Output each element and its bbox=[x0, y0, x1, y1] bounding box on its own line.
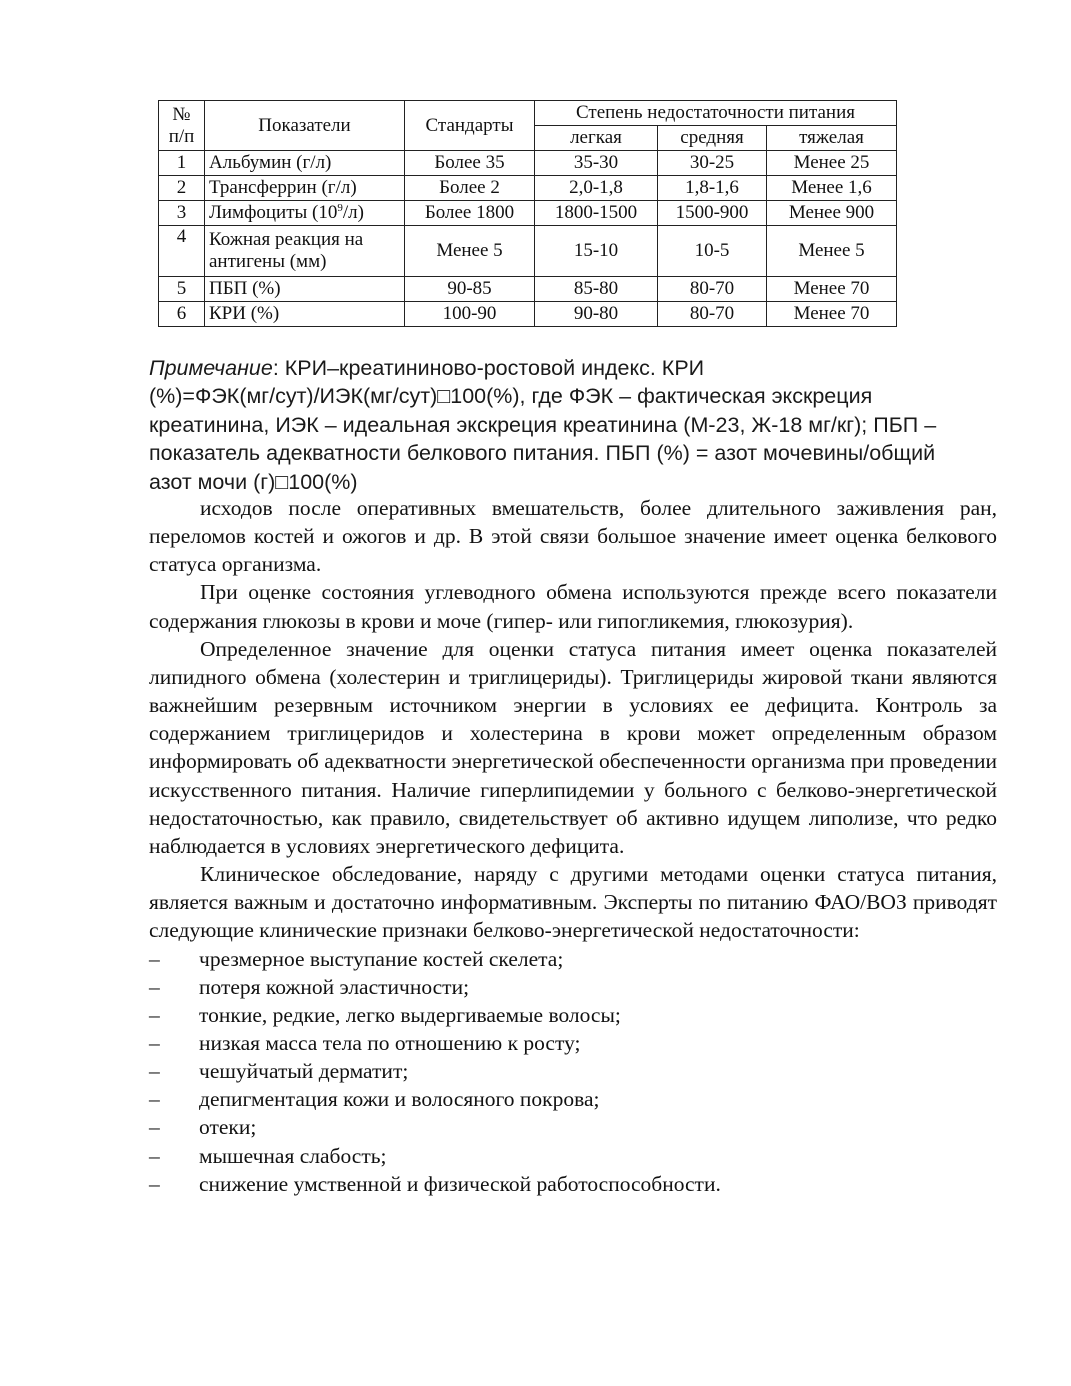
dash-bullet: – bbox=[149, 1115, 160, 1140]
cell-num: 4 bbox=[159, 226, 205, 277]
dash-bullet: – bbox=[149, 1143, 160, 1168]
cell-num: 3 bbox=[159, 201, 205, 226]
cell-moderate: 30-25 bbox=[658, 151, 767, 176]
paragraph: исходов после оперативных вмешательств, более длительного заживления ран, переломов костей и ожогов и др. В этой связи большое значение имеет оценка белкового статуса организма. bbox=[149, 496, 997, 577]
dash-bullet: – bbox=[149, 1059, 160, 1084]
paragraph: Определенное значение для оценки статуса питания имеет оценка показателей липидного обмена (холестерин и триглицериды). Триглицериды жировой ткани являются важнейшим резервным источником энергии в условиях ее дефицита. Контроль за содержанием триглицеридов и холестерина в крови может определенным образом информировать об адекватности энергетической обеспеченности организма при проведении искусственного питания. Наличие гиперлипидемии у больного с белково-энергетической недостаточностью, как правило, свидетельствует об активно идущем липолизе, что редко наблюдается в условиях энергетического дефицита. bbox=[149, 636, 997, 858]
indicator-unit: /л) bbox=[342, 202, 364, 223]
body-text bbox=[149, 494, 997, 1198]
list-item bbox=[149, 1085, 997, 1113]
cell-mild: 35-30 bbox=[535, 151, 658, 176]
list-item-text: чрезмерное выступание костей скелета; bbox=[199, 946, 564, 971]
list-item bbox=[149, 1057, 997, 1085]
cell-moderate: 10-5 bbox=[658, 226, 767, 277]
list-item-text: чешуйчатый дерматит; bbox=[199, 1059, 409, 1084]
header-mild: легкая bbox=[535, 126, 658, 151]
list-item bbox=[149, 1170, 997, 1198]
list-item bbox=[149, 973, 997, 1001]
dash-bullet: – bbox=[149, 1030, 160, 1055]
indicator-text: Лимфоциты (10 bbox=[209, 202, 338, 223]
table-row bbox=[159, 201, 897, 226]
cell-indicator: КРИ (%) bbox=[205, 302, 405, 327]
cell-standard: 100-90 bbox=[405, 302, 535, 327]
header-degree: Степень недостаточности питания bbox=[535, 101, 897, 126]
cell-severe: Менее 1,6 bbox=[767, 176, 897, 201]
table-row bbox=[159, 176, 897, 201]
cell-mild: 2,0-1,8 bbox=[535, 176, 658, 201]
cell-indicator: Альбумин (г/л) bbox=[205, 151, 405, 176]
cell-indicator: Кожная реакция на антигены (мм) bbox=[205, 226, 405, 277]
cell-moderate: 80-70 bbox=[658, 302, 767, 327]
cell-severe: Менее 70 bbox=[767, 277, 897, 302]
note-line: азот мочи (г)□100(%) bbox=[149, 469, 358, 494]
header-severe: тяжелая bbox=[767, 126, 897, 151]
cell-severe: Менее 70 bbox=[767, 302, 897, 327]
cell-indicator: Трансферрин (г/л) bbox=[205, 176, 405, 201]
cell-standard: Более 1800 bbox=[405, 201, 535, 226]
list-item-text: низкая масса тела по отношению к росту; bbox=[199, 1030, 581, 1055]
list-item-text: мышечная слабость; bbox=[199, 1143, 387, 1168]
paragraph: При оценке состояния углеводного обмена используются прежде всего показатели содержания глюкозы в крови и моче (гипер- или гипогликемия, глюкозурия). bbox=[149, 580, 997, 633]
cell-mild: 90-80 bbox=[535, 302, 658, 327]
list-item bbox=[149, 1001, 997, 1029]
cell-mild: 85-80 bbox=[535, 277, 658, 302]
cell-moderate: 1,8-1,6 bbox=[658, 176, 767, 201]
superscript: 9 bbox=[337, 202, 343, 214]
list-item bbox=[149, 1029, 997, 1057]
cell-standard: Более 35 bbox=[405, 151, 535, 176]
cell-mild: 1800-1500 bbox=[535, 201, 658, 226]
list-item bbox=[149, 1113, 997, 1141]
cell-moderate: 1500-900 bbox=[658, 201, 767, 226]
cell-severe: Менее 900 bbox=[767, 201, 897, 226]
table-row bbox=[159, 302, 897, 327]
list-item-text: депигментация кожи и волосяного покрова; bbox=[199, 1087, 600, 1112]
cell-num: 1 bbox=[159, 151, 205, 176]
header-indicator: Показатели bbox=[205, 101, 405, 151]
cell-indicator: ПБП (%) bbox=[205, 277, 405, 302]
list-item-text: отеки; bbox=[199, 1115, 257, 1140]
cell-num: 5 bbox=[159, 277, 205, 302]
cell-num: 2 bbox=[159, 176, 205, 201]
cell-indicator bbox=[205, 201, 405, 226]
table-note bbox=[149, 354, 1009, 496]
cell-standard: Более 2 bbox=[405, 176, 535, 201]
table-row bbox=[159, 226, 897, 277]
list-item bbox=[149, 1142, 997, 1170]
note-line: показатель адекватности белкового питания. ПБП (%) = азот мочевины/общий bbox=[149, 441, 936, 466]
dash-bullet: – bbox=[149, 1171, 160, 1196]
list-item-text: тонкие, редкие, легко выдергиваемые волосы; bbox=[199, 1002, 621, 1027]
cell-num: 6 bbox=[159, 302, 205, 327]
table-row bbox=[159, 277, 897, 302]
cell-standard: Менее 5 bbox=[405, 226, 535, 277]
header-num: № п/п bbox=[159, 101, 205, 151]
table-row bbox=[159, 151, 897, 176]
dash-bullet: – bbox=[149, 974, 160, 999]
dash-bullet: – bbox=[149, 1002, 160, 1027]
note-line: (%)=ФЭК(мг/сут)/ИЭК(мг/сут)□100(%), где ФЭК – фактическая экскреция bbox=[149, 384, 873, 409]
dash-bullet: – bbox=[149, 1087, 160, 1112]
cell-severe: Менее 5 bbox=[767, 226, 897, 277]
note-line: креатинина, ИЭК – идеальная экскреция креатинина (М-23, Ж-18 мг/кг); ПБП – bbox=[149, 412, 937, 437]
header-standards: Стандарты bbox=[405, 101, 535, 151]
symptom-list bbox=[149, 945, 997, 1198]
dash-bullet: – bbox=[149, 946, 160, 971]
list-item-text: потеря кожной эластичности; bbox=[199, 974, 470, 999]
cell-standard: 90-85 bbox=[405, 277, 535, 302]
nutrition-deficiency-table bbox=[158, 100, 897, 327]
note-label: Примечание bbox=[149, 356, 273, 380]
note-text: : КРИ–креатининово-ростовой индекс. КРИ bbox=[272, 356, 705, 380]
header-moderate: средняя bbox=[658, 126, 767, 151]
cell-severe: Менее 25 bbox=[767, 151, 897, 176]
note-line bbox=[149, 354, 1009, 382]
list-item-text: снижение умственной и физической работоспособности. bbox=[199, 1171, 721, 1196]
paragraph: Клиническое обследование, наряду с другими методами оценки статуса питания, является важным и достаточно информативным. Эксперты по питанию ФАО/ВОЗ приводят следующие клинические признаки белково-энергетической недостаточности: bbox=[149, 862, 997, 943]
list-item bbox=[149, 945, 997, 973]
cell-moderate: 80-70 bbox=[658, 277, 767, 302]
cell-mild: 15-10 bbox=[535, 226, 658, 277]
